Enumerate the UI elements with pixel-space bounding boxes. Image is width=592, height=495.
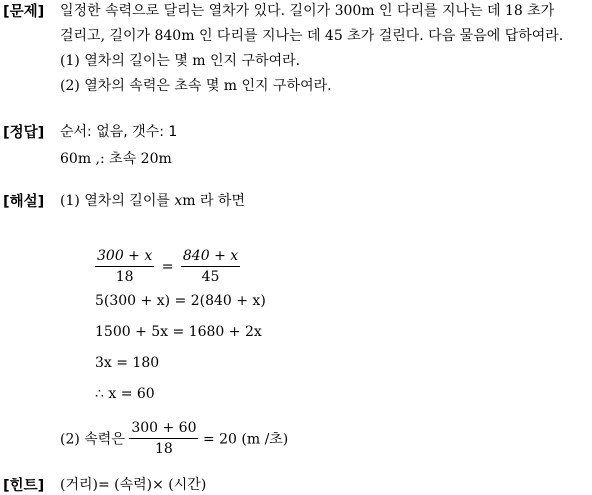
problem-text-line-2: 걸리고, 길이가 840m 인 다리를 지나는 데 45 초가 걸린다. 다음 물음에 답하여라. (60, 28, 564, 44)
solution-intro-prefix: (1) 열차의 길이를 (60, 193, 175, 209)
solution-intro (60, 190, 245, 210)
equation-4: 3x = 180 (95, 355, 160, 371)
variable-x: x (174, 193, 183, 209)
equation-1 (95, 248, 240, 285)
speed-fraction-denominator: 18 (154, 441, 173, 457)
speed-fraction (129, 420, 198, 457)
part-2-prefix: (2) 속력은 (60, 431, 130, 448)
solution-label: [해설] (3, 194, 45, 210)
solution-intro-suffix: m 라 하면 (182, 193, 245, 209)
fraction-right-denominator: 45 (201, 269, 220, 285)
speed-fraction-numerator: 300 + 60 (129, 420, 198, 439)
fraction-right (181, 248, 240, 285)
fraction-left-numerator: 300 + x (95, 248, 154, 267)
answer-line-2: 60m ,: 초속 20m (60, 151, 172, 167)
problem-text-line-1: 일정한 속력으로 달리는 열차가 있다. 길이가 300m 인 다리를 지나는 데 18 초가 (60, 3, 555, 19)
equals-sign: = (161, 258, 174, 275)
answer-label: [정답] (3, 125, 45, 141)
equation-5: ∴ x = 60 (95, 386, 155, 402)
answer-line-1: 순서: 없음, 갯수: 1 (60, 124, 178, 140)
fraction-left-denominator: 18 (115, 269, 134, 285)
solution-part-2 (60, 420, 288, 457)
equation-3: 1500 + 5x = 1680 + 2x (95, 324, 262, 340)
question-2: (2) 열차의 속력은 초속 몇 m 인지 구하여라. (60, 78, 332, 94)
equation-2: 5(300 + x) = 2(840 + x) (95, 293, 266, 309)
problem-label: [문제] (3, 4, 45, 20)
hint-text: (거리)= (속력)× (시간) (60, 477, 207, 493)
hint-label: [힌트] (3, 478, 45, 494)
question-1: (1) 열차의 길이는 몇 m 인지 구하여라. (60, 53, 301, 69)
fraction-right-numerator: 840 + x (181, 248, 240, 267)
part-2-result: = 20 (m /초) (202, 431, 289, 448)
fraction-left (95, 248, 154, 285)
